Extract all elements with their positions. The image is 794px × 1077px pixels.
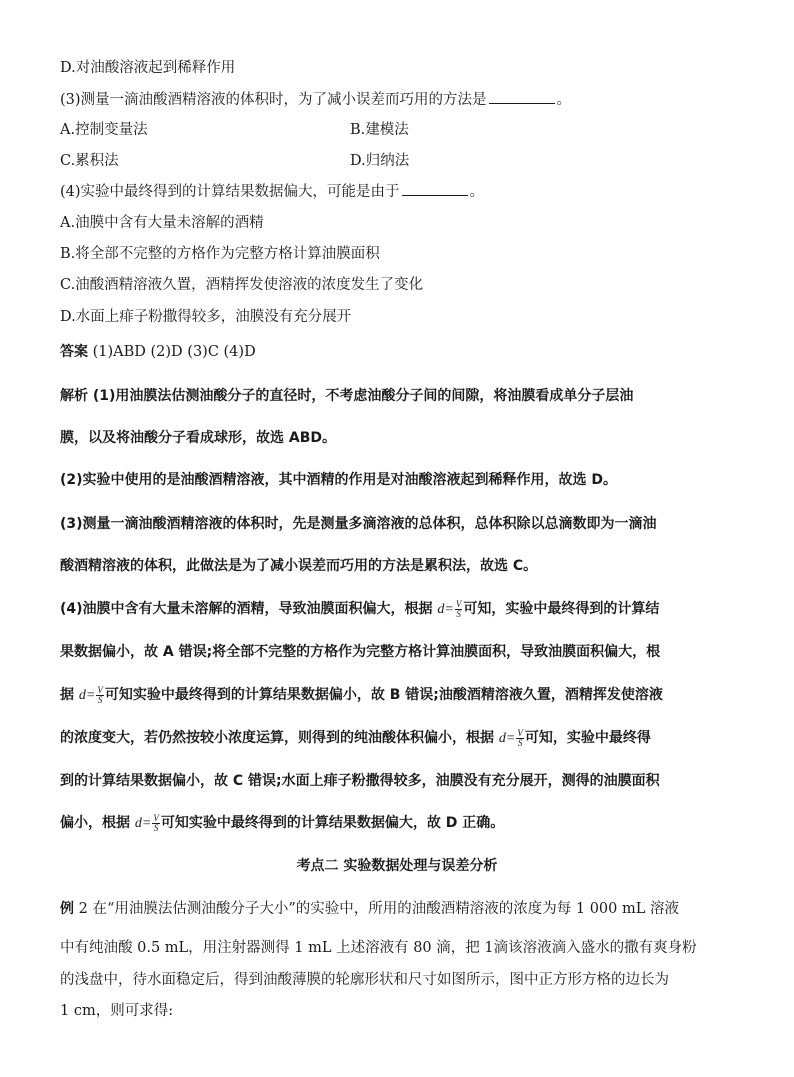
example-line-4: 1 cm，则可求得: — [60, 1003, 174, 1019]
answer-blank — [402, 183, 468, 196]
analysis-text: (4)油膜中含有大量未溶解的酒精，导致油膜面积偏大，根据 — [60, 601, 438, 617]
analysis-text: (1)用油膜法估测油酸分子的直径时，不考虑油酸分子间的间隙，将油膜看成单分子层油 — [88, 388, 634, 404]
analysis-text: 偏小，根据 — [60, 815, 135, 831]
q3-option-a: A.控制变量法 — [60, 122, 148, 138]
formula-fraction: $\frac{V}{S}$ — [517, 727, 523, 748]
analysis-label: 解析 — [60, 388, 88, 404]
answer-blank — [489, 91, 555, 104]
formula-d: d= — [498, 731, 516, 746]
answer-line — [60, 342, 256, 362]
analysis-line-1 — [60, 386, 633, 406]
q4-option-b: B.将全部不完整的方格作为完整方格计算油膜面积 — [60, 246, 380, 262]
q4-stem — [60, 182, 484, 202]
analysis-line-8 — [60, 685, 663, 706]
example-line-2: 中有纯油酸 0.5 mL，用注射器测得 1 mL 上述溶液有 80 滴，把 1滴该溶液滴入盛水的撒有爽身粉 — [60, 940, 697, 956]
formula-fraction: $\frac{V}{S}$ — [455, 598, 462, 619]
section-heading: 考点二 实验数据处理与误差分析 — [296, 858, 498, 874]
formula-d: d= — [134, 816, 152, 831]
analysis-line-3: (2)实验中使用的是油酸酒精溶液，其中酒精的作用是对油酸溶液起到稀释作用，故选 D。 — [60, 472, 618, 488]
q3-option-d: D.归纳法 — [350, 153, 410, 169]
formula-d: d= — [437, 602, 454, 617]
q4-option-d: D.水面上痱子粉撒得较多，油膜没有充分展开 — [60, 309, 352, 325]
analysis-line-2: 膜，以及将油酸分子看成球形，故选 ABD。 — [60, 430, 336, 446]
q3-option-b: B.建模法 — [350, 122, 409, 138]
analysis-text: 可知，实验中最终得 — [524, 730, 651, 746]
formula-fraction: $\frac{V}{S}$ — [153, 812, 159, 833]
analysis-text: 的浓度变大，若仍然按较小浓度运算，则得到的纯油酸体积偏小，根据 — [60, 730, 499, 746]
formula-fraction: $\frac{V}{S}$ — [97, 684, 103, 705]
q3-stem — [60, 90, 571, 110]
answer-label: 答案 — [60, 344, 88, 360]
answer-text: (1)ABD (2)D (3)C (4)D — [88, 344, 256, 360]
analysis-line-9 — [60, 728, 651, 749]
analysis-line-5: 酸酒精溶液的体积，此做法是为了减小误差而巧用的方法是累积法，故选 C。 — [60, 558, 538, 574]
q4-stem-text: (4)实验中最终得到的计算结果数据偏大，可能是由于 — [60, 184, 400, 200]
q3-option-c: C.累积法 — [60, 153, 119, 169]
example-text: 2 在“用油膜法估测油酸分子大小”的实验中，所用的油酸酒精溶液的浓度为每 1 000 mL 溶液 — [74, 901, 679, 917]
q2-option-d: D.对油酸溶液起到稀释作用 — [60, 60, 236, 76]
analysis-line-4: (3)测量一滴油酸酒精溶液的体积时，先是测量多滴溶液的总体积，总体积除以总滴数即为一滴油 — [60, 516, 657, 532]
q3-stem-end: 。 — [556, 92, 572, 108]
analysis-line-6 — [60, 599, 659, 620]
example-line-1 — [60, 899, 679, 919]
analysis-text: 据 — [60, 687, 79, 703]
analysis-text: 可知实验中最终得到的计算结果数据偏小，故 B 错误;油酸酒精溶液久置，酒精挥发使溶液 — [104, 687, 663, 703]
analysis-line-7: 果数据偏小，故 A 错误;将全部不完整的方格作为完整方格计算油膜面积，导致油膜面积偏大，根 — [60, 644, 661, 660]
formula-d: d= — [78, 688, 96, 703]
example-line-3: 的浅盘中，待水面稳定后，得到油酸薄膜的轮廓形状和尺寸如图所示，图中正方形方格的边长为 — [60, 972, 669, 988]
q4-stem-end: 。 — [469, 184, 485, 200]
q3-stem-text: (3)测量一滴油酸酒精溶液的体积时，为了减小误差而巧用的方法是 — [60, 92, 487, 108]
analysis-text: 可知实验中最终得到的计算结果数据偏大，故 D 正确。 — [160, 815, 505, 831]
analysis-text: 可知，实验中最终得到的计算结 — [463, 601, 660, 617]
q4-option-a: A.油膜中含有大量未溶解的酒精 — [60, 215, 264, 231]
analysis-line-10: 到的计算结果数据偏小，故 C 错误;水面上痱子粉撒得较多，油膜没有充分展开，测得的油膜面积 — [60, 773, 660, 789]
example-label: 例 — [60, 901, 74, 917]
q4-option-c: C.油酸酒精溶液久置，酒精挥发使溶液的浓度发生了变化 — [60, 277, 424, 293]
analysis-line-11 — [60, 813, 504, 834]
